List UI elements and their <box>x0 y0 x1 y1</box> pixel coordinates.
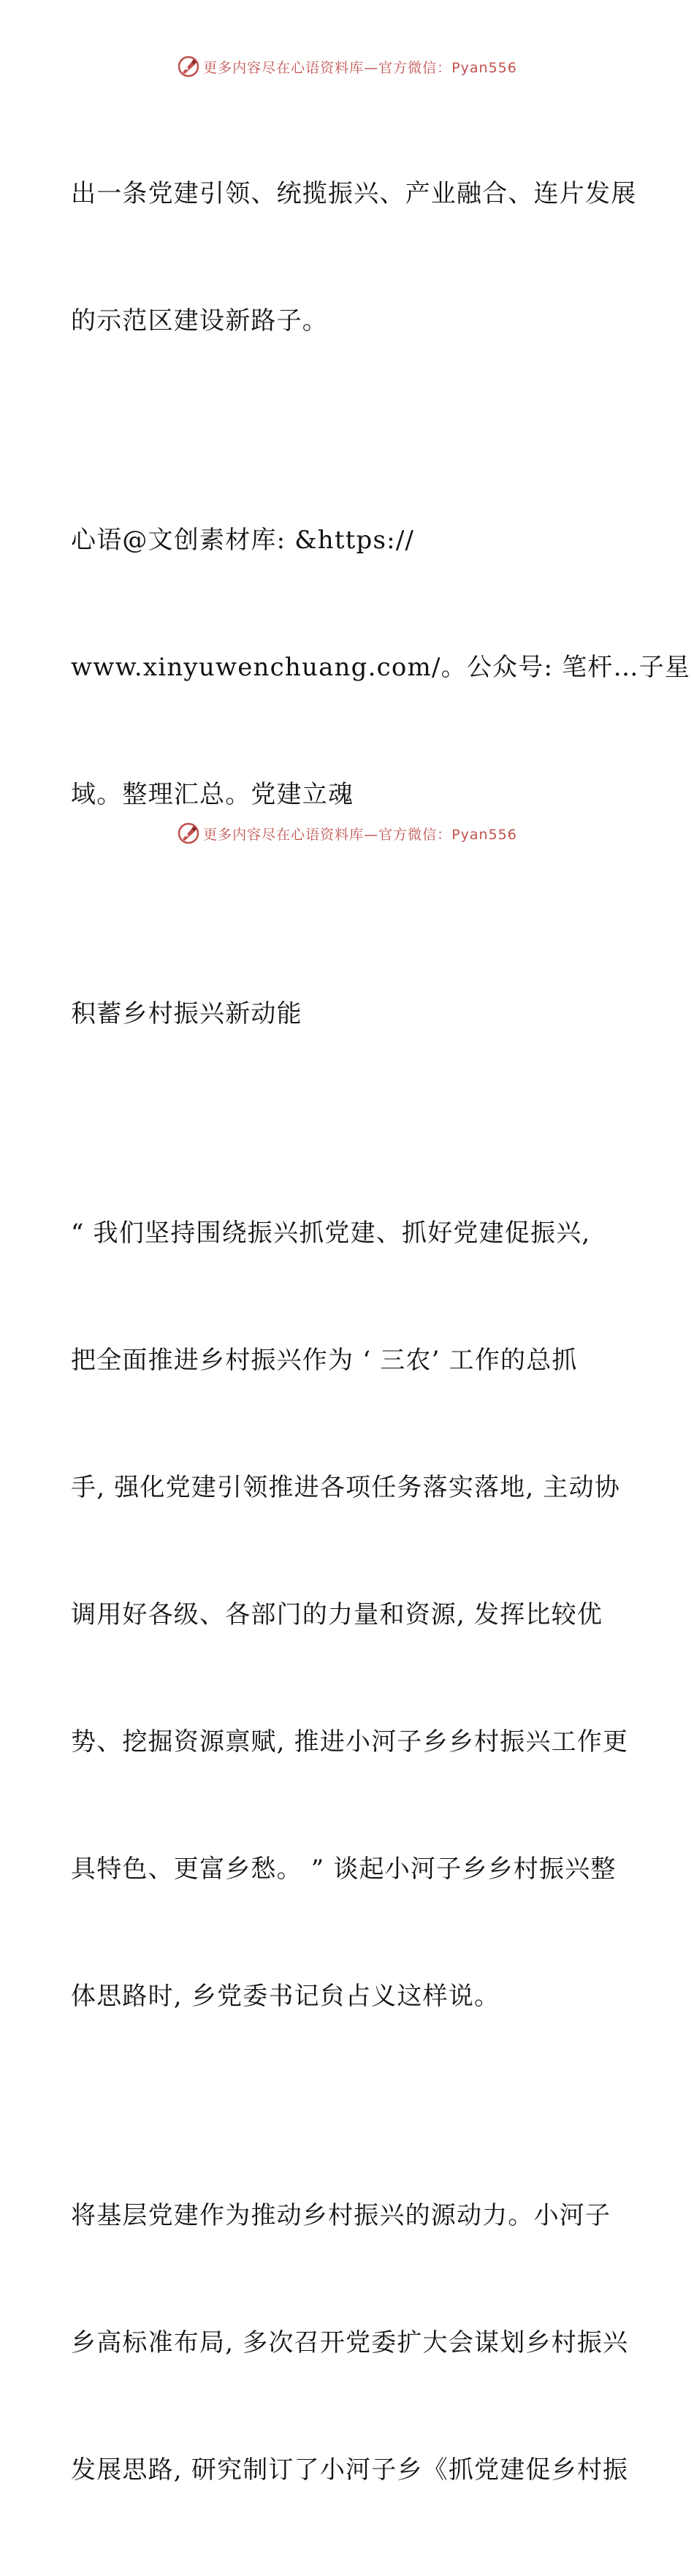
footer-banner-text <box>203 824 517 844</box>
pen-nib-logo-icon <box>177 822 200 845</box>
text-line: 把全面推进乡村振兴作为 ‘ 三农’ 工作的总抓 <box>71 1346 578 1375</box>
header-banner-slogan: 更多内容尽在心语资料库 <box>203 59 365 76</box>
text-line: 体思路时, 乡党委书记贠占义这样说。 <box>71 1982 500 2011</box>
text-line: 的示范区建设新路子。 <box>71 306 328 336</box>
header-wechat-id: Pyan556 <box>451 59 517 76</box>
text-line: 乡高标准布局, 多次召开党委扩大会谋划乡村振兴 <box>71 2328 629 2357</box>
section-heading <box>71 908 626 1120</box>
paragraph-3 <box>71 1127 629 2102</box>
text-line: 心语@文创素材库: &https:// <box>71 526 415 555</box>
text-line: 调用好各级、各部门的力量和资源, 发挥比较优 <box>71 1600 603 1629</box>
text-line: www.xinyuwenchuang.com/。公众号: 笔杆…子星 <box>71 653 691 682</box>
pen-nib-logo-icon <box>177 55 200 78</box>
text-line: 具特色、更富乡愁。 ” 谈起小河子乡乡村振兴整 <box>71 1855 617 1884</box>
header-wechat-label: 官方微信： <box>378 59 452 76</box>
text-line: “ 我们坚持围绕振兴抓党建、抓好党建促振兴, <box>71 1219 591 1248</box>
header-banner-text <box>203 57 517 77</box>
text-line: 出一条党建引领、统揽振兴、产业融合、连片发展 <box>71 179 637 208</box>
footer-banner <box>0 819 694 848</box>
header-banner <box>0 52 694 81</box>
text-line: 发展思路, 研究制订了小河子乡《抓党建促乡村振 <box>71 2455 629 2485</box>
footer-wechat-id: Pyan556 <box>451 826 517 843</box>
document-body <box>71 88 691 2576</box>
text-line: 域。整理汇总。党建立魂 <box>71 780 354 809</box>
paragraph-4 <box>71 2110 629 2576</box>
paragraph-1 <box>71 88 637 427</box>
footer-banner-separator: — <box>364 826 379 843</box>
text-line: 手, 强化党建引领推进各项任务落实落地, 主动协 <box>71 1473 621 1502</box>
text-line: 积蓄乡村振兴新动能 <box>71 999 302 1028</box>
header-banner-separator: — <box>364 59 379 76</box>
footer-wechat-label: 官方微信： <box>378 826 452 843</box>
text-line: 势、挖掘资源禀赋, 推进小河子乡乡村振兴工作更 <box>71 1727 629 1757</box>
footer-banner-slogan: 更多内容尽在心语资料库 <box>203 826 365 843</box>
text-line: 将基层党建作为推动乡村振兴的源动力。小河子 <box>71 2201 611 2230</box>
